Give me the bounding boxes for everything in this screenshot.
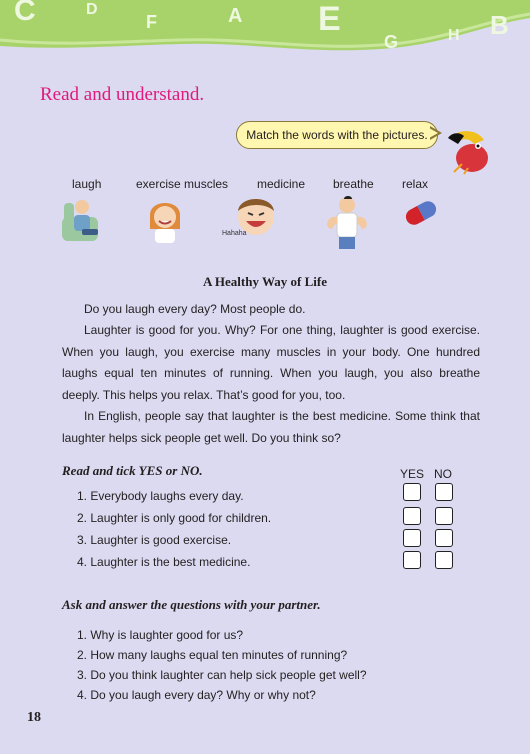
parrot-icon xyxy=(444,124,494,176)
reading-title: A Healthy Way of Life xyxy=(203,274,327,289)
page-number: 18 xyxy=(27,710,41,725)
tick-statement: 3. Laughter is good exercise. xyxy=(77,533,232,547)
word-relax: relax xyxy=(402,177,429,191)
banner-letter: F xyxy=(146,12,157,32)
no-checkbox-4[interactable] xyxy=(435,551,453,569)
discussion-question: 3. Do you think laughter can help sick people get well? xyxy=(77,668,367,682)
relaxing-man-picture xyxy=(58,195,104,247)
banner-letter: A xyxy=(228,5,243,27)
banner-letter: D xyxy=(86,1,98,18)
section-title: Read and understand. xyxy=(40,84,205,105)
no-checkbox-2[interactable] xyxy=(435,507,453,525)
svg-text:Hahaha: Hahaha xyxy=(222,230,247,237)
tick-statement: 4. Laughter is the best medicine. xyxy=(77,555,251,569)
ask-heading: Ask and answer the questions with your partner. xyxy=(62,597,321,612)
word-exercise-muscles: exercise muscles xyxy=(136,177,229,191)
word-breathe: breathe xyxy=(333,177,374,191)
reading-paragraph-1: Do you laugh every day? Most people do. xyxy=(84,302,306,316)
word-laugh: laugh xyxy=(72,177,102,191)
banner-letter: B xyxy=(490,10,509,40)
banner-letter: C xyxy=(14,0,36,27)
bubble-tail xyxy=(429,128,438,138)
instruction-bubble: Match the words with the pictures. xyxy=(236,121,438,149)
word-medicine: medicine xyxy=(257,177,306,191)
discussion-question: 4. Do you laugh every day? Why or why not? xyxy=(77,688,316,702)
tick-heading: Read and tick YES or NO. xyxy=(62,463,203,478)
yes-checkbox-3[interactable] xyxy=(403,529,421,547)
tick-statement: 2. Laughter is only good for children. xyxy=(77,511,272,525)
reading-paragraph-2: Laughter is good for you. Why? For one thing, laughter is good exercise. When you laugh, you exercise many muscles in your body. One hundred laughs equal ten minutes of running. When you laugh, you also breathe deeply. This helps you relax. That’s good for you, too. xyxy=(62,323,480,402)
alphabet-banner xyxy=(0,0,530,60)
banner-letter: E xyxy=(318,0,341,38)
laughing-girl-picture xyxy=(146,195,184,247)
no-checkbox-3[interactable] xyxy=(435,529,453,547)
tick-statement: 1. Everybody laughs every day. xyxy=(77,489,244,503)
yes-checkbox-1[interactable] xyxy=(403,483,421,501)
banner-letter: G xyxy=(384,32,399,52)
laughing-boy-picture xyxy=(222,195,280,241)
no-checkbox-1[interactable] xyxy=(435,483,453,501)
discussion-question: 1. Why is laughter good for us? xyxy=(77,628,244,642)
reading-paragraph-3: In English, people say that laughter is the best medicine. Some think that laughter helps sick people get well. Do you think so? xyxy=(62,409,480,445)
no-column-label: NO xyxy=(434,467,452,481)
yes-checkbox-2[interactable] xyxy=(403,507,421,525)
yes-column-label: YES xyxy=(400,467,425,481)
muscle-man-picture xyxy=(322,195,372,251)
medicine-capsule-picture xyxy=(400,195,442,227)
yes-checkbox-4[interactable] xyxy=(403,551,421,569)
banner-letter: H xyxy=(448,27,460,44)
discussion-question: 2. How many laughs equal ten minutes of running? xyxy=(77,648,348,662)
